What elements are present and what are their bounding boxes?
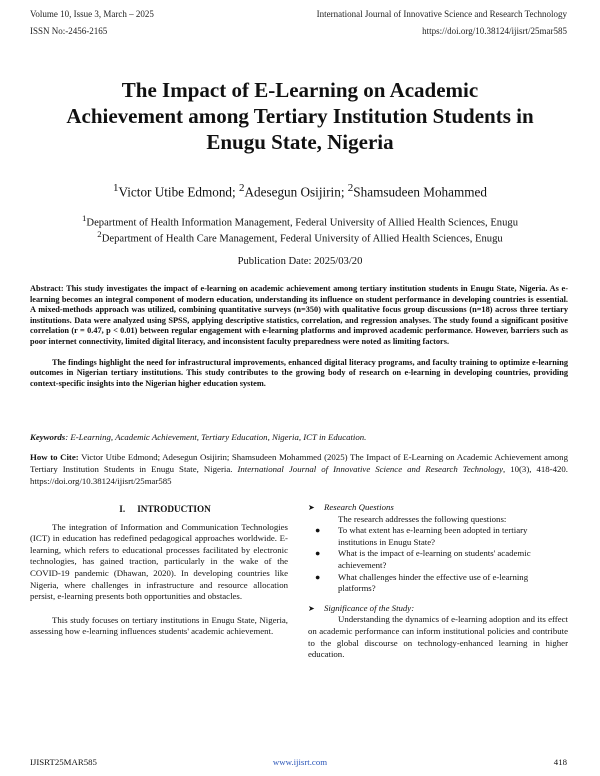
section-title: INTRODUCTION: [137, 504, 211, 514]
keywords-label: Keywords: [30, 432, 66, 442]
author-name: Victor Utibe Edmond;: [118, 184, 236, 200]
abstract-p1: [30, 284, 568, 348]
author-list: [30, 182, 570, 200]
abstract-p2: The findings highlight the need for infrastructural improvements, enhanced digital literacy programs, and faculty training to optimize e-learning outcomes in Nigerian tertiary institutions. This study contributes to the growing body of research on e-learning in developing countries, providing context-specific insights into the Nigerian higher education system.: [30, 357, 568, 388]
question-list: [308, 525, 568, 595]
significance-text: Understanding the dynamics of e-learning adoption and its effect on academic performance can inform institutional policies and contribute to the global discourse on technology-enhanced learning in higher education.: [308, 614, 568, 660]
title-line: Achievement among Tertiary Institution Students in: [66, 104, 534, 128]
subhead-text: Research Questions: [324, 502, 394, 512]
author-name: Adesegun Osijirin;: [244, 184, 345, 200]
intro-paragraph: This study focuses on tertiary institutions in Enugu State, Nigeria, assessing how e-learning influences students' academic achievement.: [30, 614, 288, 637]
significance-section: [308, 603, 568, 661]
citation-label: How to Cite:: [30, 452, 79, 462]
issn: ISSN No:-2456-2165: [30, 26, 108, 36]
footer-code: IJISRT25MAR585: [30, 757, 97, 767]
section-number: I.: [119, 504, 126, 514]
volume-info: Volume 10, Issue 3, March – 2025: [30, 9, 154, 19]
publication-date: Publication Date: 2025/03/20: [237, 256, 363, 267]
question-text: What is the impact of e-learning on students' academic achievement?: [338, 548, 531, 570]
author-sup: 2: [238, 182, 245, 194]
citation: [30, 451, 568, 487]
list-item: [308, 548, 568, 571]
question-text: What challenges hinder the effective use of e-learning platforms?: [338, 571, 529, 594]
bullet-icon: ●: [315, 571, 321, 582]
subhead-text: Significance of the Study:: [324, 602, 415, 613]
bullet-icon: ●: [315, 548, 321, 559]
page-number: 418: [553, 757, 567, 767]
abstract: [30, 284, 568, 389]
arrow-bullet-icon: ➤: [308, 603, 315, 613]
arrow-bullet-icon: ➤: [308, 503, 315, 512]
section-heading: [30, 504, 288, 516]
author-sup: 1: [113, 182, 119, 194]
citation-journal: International Journal of Innovative Science and Research Technology: [237, 464, 503, 474]
bullet-icon: ●: [315, 525, 321, 536]
intro-paragraph: The integration of Information and Communication Technologies (ICT) in education has redefined pedagogical approaches worldwide. E-learning, which refers to educational processes facilitated by electronic technologies, has gained traction, particularly in the wake of the COVID-19 pandemic (Dhawan, 2020). In developing countries like Nigeria, where challenges in infrastructure and resource allocation persist, e-learning presents both opportunities and obstacles.: [30, 521, 288, 602]
significance-heading: [308, 603, 568, 615]
list-item: [308, 525, 568, 548]
affiliation: [30, 227, 570, 247]
citation-rest: , 10(3), 418-420. https://doi.org/10.38124/ijisrt/25mar585: [30, 464, 568, 486]
affiliation-text: Department of Health Information Management, Federal University of Allied Health Sciences, Enugu: [86, 217, 518, 229]
footer-website-link[interactable]: www.ijisrt.com: [272, 757, 328, 767]
right-column: [308, 502, 568, 661]
research-questions-intro: The research addresses the following questions:: [338, 513, 507, 524]
author-sup: 2: [347, 182, 354, 194]
title-line: Enugu State, Nigeria: [206, 130, 394, 154]
citation-text: Victor Utibe Edmond; Adesegun Osijirin; Shamsudeen Mohammed (2025) The Impact of E-Learning on Academic Achievement among Tertiary Institution Students in Enugu State, Nigeria.: [30, 452, 568, 474]
affiliation-sup: 1: [82, 213, 87, 223]
paper-title: [30, 77, 570, 155]
keywords-text: : E-Learning, Academic Achievement, Tertiary Education, Nigeria, ICT in Education.: [65, 432, 367, 442]
affiliation-sup: 2: [97, 229, 102, 239]
research-questions-heading: [308, 502, 568, 514]
abstract-text: This study investigates the impact of e-learning on academic achievement among tertiary institution students in Enugu State, Nigeria. As e-learning becomes an integral component of modern education, understanding its influence on student performance in developing countries is essential. A mixed-methods approach was utilized, combining quantitative surveys (n=350) with qualitative focus group discussions (n=18) across three tertiary institutions. Data were analyzed using SPSS, applying descriptive statistics, correlation, and regression analyses. The study found a significant positive correlation (r = 0.47, p < 0.01) between regular engagement with e-learning platforms and improved academic performance. However, barriers such as poor internet connectivity, limited digital literacy, and inconsistent faculty preparedness were noted as limiting factors.: [30, 284, 568, 346]
affiliation-text: Department of Health Care Management, Federal University of Allied Health Sciences, Enugu: [101, 233, 503, 245]
journal-name: International Journal of Innovative Science and Research Technology: [316, 9, 567, 19]
keywords: [30, 432, 568, 442]
question-text: To what extent has e-learning been adopted in tertiary institutions in Enugu State?: [338, 525, 528, 547]
doi-link[interactable]: https://doi.org/10.38124/ijisrt/25mar585: [422, 26, 567, 36]
author-name: Shamsudeen Mohammed: [353, 184, 487, 200]
left-column: [30, 504, 288, 638]
title-line: The Impact of E-Learning on Academic: [121, 78, 479, 102]
list-item: [308, 572, 568, 595]
abstract-label: Abstract:: [30, 284, 64, 293]
